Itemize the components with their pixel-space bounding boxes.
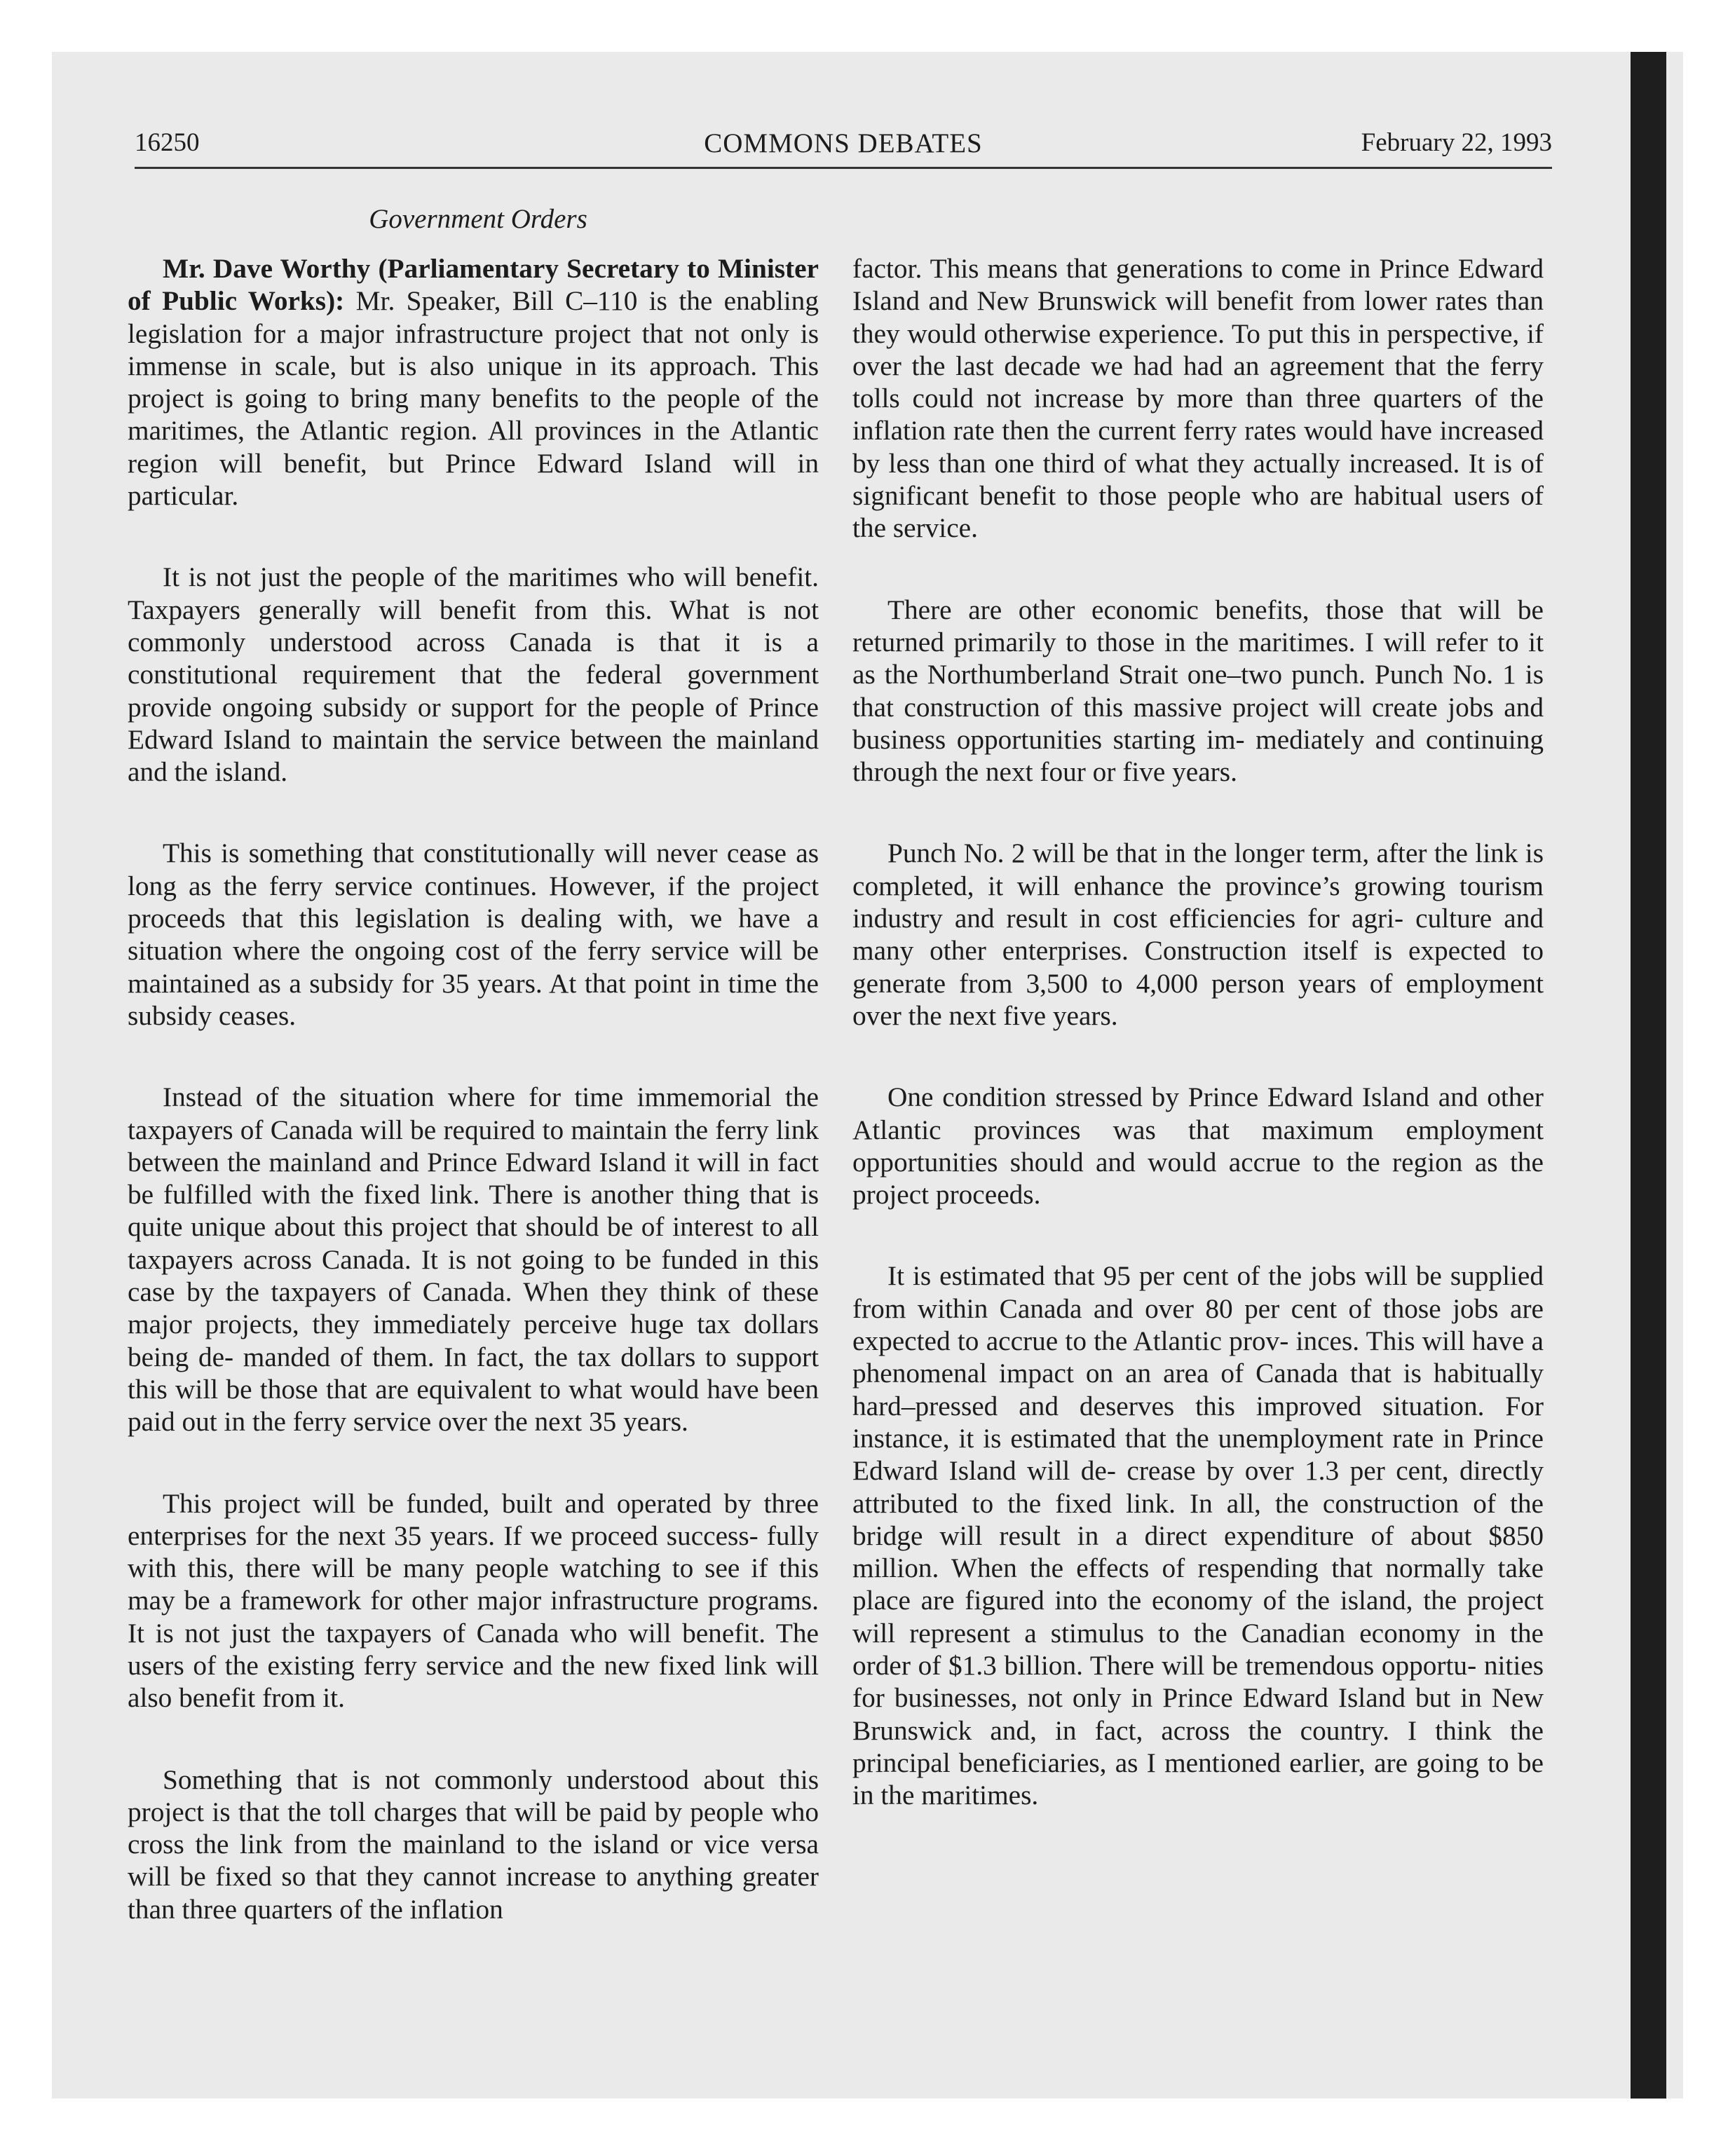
paragraph: It is not just the people of the maritimes who will benefit. Taxpayers generally will benefit from this. What is not commonly understood across Canada is that it is a constitutional requirement that the federal government provide ongoing subsidy or support for the people of Prince Edward Island to maintain the service between the mainland and the island. (128, 561, 819, 788)
speaker-name: Mr. Dave Worthy (Parliamentary Secretary to Minister of Public Works): (128, 253, 819, 317)
paragraph-continuation: factor. This means that generations to come in Prince Edward Island and New Brunswick will benefit from lower rates than they would otherwise experience. To put this in perspective, if over the last decade we had had an agreement that the ferry tolls could not increase by more than three quarters of the inflation rate then the current ferry rates would have increased by less than one third of what they actually increased. It is of significant benefit to those people who are habitual users of the service. (852, 253, 1544, 544)
paragraph (128, 252, 819, 512)
paragraph: It is estimated that 95 per cent of the jobs will be supplied from within Canada and over 80 per cent of those jobs are expected to accrue to the Atlantic prov- inces. This will have a phenomenal impact on an area of Canada that is habitually hard–pressed and deserves this improved situation. For instance, it is estimated that the unemployment rate in Prince Edward Island will de- crease by over 1.3 per cent, directly attributed to the fixed link. In all, the construction of the bridge will result in a direct expenditure of about $850 million. When the effects of respending that normally take place are figured into the economy of the island, the project will represent a stimulus to the Canadian economy in the order of $1.3 billion. There will be tremendous opportu- nities for businesses, not only in Prince Edward Island but in New Brunswick and, in fact, across the country. I think the principal beneficiaries, as I mentioned earlier, are going to be in the maritimes. (852, 1260, 1544, 1811)
paragraph: Something that is not commonly understood about this project is that the toll charges that will be paid by people who cross the link from the mainland to the island or vice versa will be fixed so that they cannot increase to anything greater than three quarters of the inflation (128, 1763, 819, 1925)
scan-edge-shadow (1631, 52, 1666, 2099)
header-rule (135, 167, 1552, 169)
journal-title: COMMONS DEBATES (704, 128, 983, 158)
paragraph: Instead of the situation where for time immemorial the taxpayers of Canada will be required to maintain the ferry link between the mainland and Prince Edward Island it will in fact be fulfilled with the fixed link. There is another thing that is quite unique about this project that should be of interest to all taxpayers across Canada. It is not going to be funded in this case by the taxpayers of Canada. When they think of these major projects, they immediately perceive huge tax dollars being de- manded of them. In fact, the tax dollars to support this will be those that are equivalent to what would have been paid out in the ferry service over the next 35 years. (128, 1082, 819, 1438)
paragraph: This project will be funded, built and operated by three enterprises for the next 35 years. If we proceed success- fully with this, there will be many people watching to see if this may be a framework for other major infrastructure programs. It is not just the taxpayers of Canada who will benefit. The users of the existing ferry service and the new fixed link will also benefit from it. (128, 1487, 819, 1714)
paragraph: Punch No. 2 will be that in the longer term, after the link is completed, it will enhance the province’s growing tourism industry and result in cost efficiencies for agri- culture and many other enterprises. Construction itself is expected to generate from 3,500 to 4,000 person years of employment over the next five years. (852, 838, 1544, 1031)
page-header (135, 128, 1552, 170)
paragraph: One condition stressed by Prince Edward Island and other Atlantic provinces was that maximum employment opportunities should and would accrue to the region as the project proceeds. (852, 1082, 1544, 1210)
paragraph-text: Mr. Speaker, Bill C–110 is the enabling legislation for a major infrastructure project that not only is immense in scale, but is also unique in its approach. This project is going to bring many benefits to the people of the maritimes, the Atlantic region. All provinces in the Atlantic region will benefit, but Prince Edward Island will in particular. (128, 285, 819, 512)
right-column (852, 252, 1544, 1860)
paragraph: This is something that constitutionally will never cease as long as the ferry service continues. However, if the project proceeds that this legislation is dealing with, we have a situation where the ongoing cost of the ferry service will be maintained as a subsidy for 35 years. At that point in time the subsidy ceases. (128, 838, 819, 1031)
paragraph: There are other economic benefits, those that will be returned primarily to those in the maritimes. I will refer to it as the Northumberland Strait one–two punch. Punch No. 1 is that construction of this massive project will create jobs and business opportunities starting im- mediately and continuing through the next four or five years. (852, 594, 1544, 788)
section-title: Government Orders (369, 204, 587, 234)
page-number: 16250 (135, 128, 200, 157)
header-date: February 22, 1993 (1361, 128, 1552, 157)
left-column (128, 252, 819, 1974)
